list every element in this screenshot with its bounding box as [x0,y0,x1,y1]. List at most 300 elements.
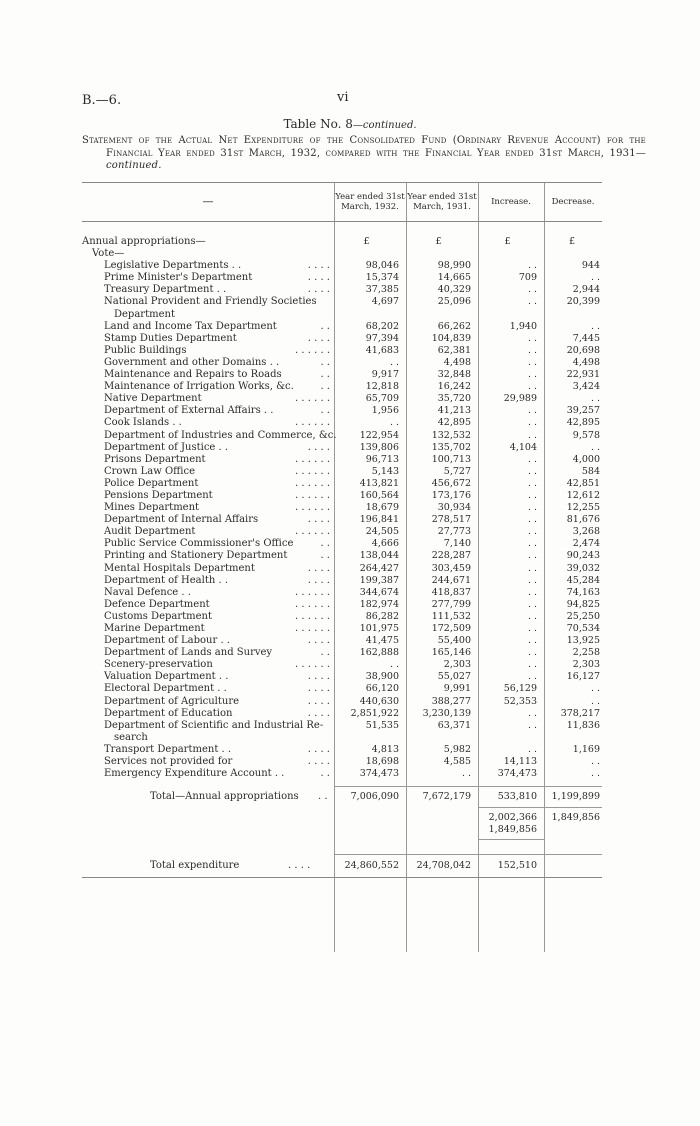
cell-1932: 162,888 [359,647,399,659]
cell-decrease: 39,032 [566,562,600,574]
cell-1932: 15,374 [365,272,399,284]
cell-increase: . . [527,707,537,719]
total-annual-row [82,787,602,807]
row-label: Public Buildings [104,344,187,356]
cell-1932: 196,841 [359,514,399,526]
cell-1932: 66,120 [365,683,399,695]
cell-decrease: 944 [581,260,600,272]
header-blank: — [202,195,214,208]
cell-increase: . . [527,369,537,381]
row-label: Department [114,308,175,320]
cell-1931: 16,242 [437,381,471,393]
cell-decrease: . . [590,768,600,780]
row-label: National Provident and Friendly Societies [104,296,317,308]
table-row [82,260,602,272]
header-increase: Increase. [491,197,531,207]
cell-1932: 4,813 [371,743,399,755]
cell-1931: 111,532 [431,610,471,622]
row-label: Mines Department [104,502,200,514]
table-row [82,647,602,659]
table-row [82,671,602,683]
cell-1931: 66,262 [437,320,471,332]
row-dots: . . [320,405,330,417]
cell-increase: . . [527,514,537,526]
cell-increase: . . [527,635,537,647]
table-row [82,345,602,357]
cell-1932: 98,046 [365,260,399,272]
row-label: Electoral Department . . [104,683,227,695]
table-row [82,720,602,732]
cell-decrease: . . [590,272,600,284]
net-decrease: 1,849,856 [551,812,600,824]
cell-increase: 374,473 [497,768,537,780]
row-dots: . . . . . . [295,393,330,405]
cell-1931: 63,371 [437,719,471,731]
cell-1932: 12,818 [365,381,399,393]
row-dots: . . . . [307,635,330,647]
cell-increase: . . [527,489,537,501]
cell-1931: 278,517 [431,514,471,526]
cell-decrease: 378,217 [560,707,600,719]
cell-decrease: 25,250 [566,610,600,622]
row-label: Government and other Domains . . [104,356,280,368]
cell-1932: 122,954 [359,429,399,441]
cell-increase: 1,940 [509,320,537,332]
table-row [82,430,602,442]
table-row [82,393,602,405]
cell-1931: 62,381 [437,344,471,356]
cell-increase: . . [527,465,537,477]
table-row [82,732,602,744]
cell-1932: 97,394 [365,332,399,344]
section-label: Annual appropriations— [82,236,206,247]
cell-decrease: . . [590,756,600,768]
cell-1932: 344,674 [359,586,399,598]
table-row [82,272,602,284]
table-row [82,563,602,575]
row-dots: . . . . . . [295,453,330,465]
cell-decrease: 16,127 [566,671,600,683]
total-annual-decrease: 1,199,899 [551,791,600,803]
cell-decrease: 4,000 [572,453,600,465]
row-label: Valuation Department . . [104,671,229,683]
row-label: Legislative Departments . . [104,260,242,272]
row-dots: . . . . [307,695,330,707]
row-dots: . . . . . . [295,623,330,634]
cell-1932: 86,282 [365,610,399,622]
row-label: Naval Defence . . [104,586,191,598]
row-dots: . . . . . . [295,477,330,489]
cell-decrease: . . [590,393,600,405]
cell-increase: . . [527,610,537,622]
header-1931: Year ended 31st March, 1931. [407,192,477,212]
cell-increase: . . [527,417,537,429]
table-row [82,768,602,780]
total-expenditure-1932: 24,860,552 [344,860,399,872]
net-row-a [82,812,602,824]
cell-1931: 27,773 [437,526,471,538]
cell-increase: . . [527,550,537,562]
cell-1931: 3,230,139 [422,707,471,719]
total-expenditure-1931: 24,708,042 [416,860,471,872]
table-header [82,182,602,222]
cell-1931: 32,848 [437,369,471,381]
row-dots: . . . . . . [295,465,330,477]
table-row [82,381,602,393]
cell-1931: 35,720 [437,393,471,405]
total-expenditure-row [82,855,602,877]
row-label: Audit Department [104,526,196,538]
cell-decrease: 12,255 [566,502,600,514]
table-title-text: Table No. 8 [283,117,353,131]
cell-1932: 96,713 [365,453,399,465]
statement-heading [82,135,646,173]
cell-increase: . . [527,344,537,356]
cell-decrease: 74,163 [566,586,600,598]
cell-1932: 18,698 [365,756,399,768]
cell-1931: 55,027 [437,671,471,683]
cell-decrease: 42,851 [566,477,600,489]
total-expenditure-label: Total expenditure [150,860,240,872]
row-dots: . . . . . . [295,598,330,610]
cell-decrease: 12,612 [566,489,600,501]
row-dots: . . [320,538,330,550]
cell-increase: . . [527,574,537,586]
total-annual-dots: . . [318,791,328,803]
cell-increase: 709 [518,272,537,284]
cell-decrease: 584 [581,465,600,477]
cell-1932: 182,974 [359,598,399,610]
cell-1932: 1,956 [371,405,399,417]
cell-increase: . . [527,526,537,538]
cell-increase: . . [527,296,537,308]
cell-increase: . . [527,598,537,610]
cell-1932: 4,697 [371,296,399,308]
table-row [82,466,602,478]
cell-1931: 135,702 [431,441,471,453]
row-label: Department of External Affairs . . [104,405,274,417]
cell-1932: 264,427 [359,562,399,574]
cell-increase: . . [527,356,537,368]
cell-1931: 418,837 [431,586,471,598]
cell-1932: 440,630 [359,695,399,707]
row-label: Land and Income Tax Department [104,320,277,332]
cell-1932: 41,683 [365,344,399,356]
cell-decrease: 2,474 [572,538,600,550]
row-label: Emergency Expenditure Account . . [104,768,285,780]
row-dots: . . [320,369,330,381]
table-row [82,683,602,695]
cell-decrease: 20,698 [566,344,600,356]
cell-1931: 14,665 [437,272,471,284]
cell-increase: . . [527,647,537,659]
row-dots: . . [320,647,330,659]
row-dots: . . [320,768,330,780]
row-label: Department of Industries and Commerce, &c. [104,429,337,441]
total-expenditure-dots: . . . . [288,860,311,872]
cell-1931: 173,176 [431,489,471,501]
total-annual-1932: 7,006,090 [350,791,399,803]
cell-decrease: . . [590,683,600,695]
row-dots: . . [320,356,330,368]
statement-text: Statement of the Actual Net Expenditure of the Consolidated Fund (Ordinary Revenue Account) for the Financial Year ended 31st March, 1932, compared with the Financial Year ended 31st March, 1931 [82,135,646,159]
cell-increase: . . [527,659,537,671]
cell-decrease: 7,445 [572,332,600,344]
row-dots: . . . . [307,332,330,344]
table-row [82,659,602,671]
row-dots: . . [320,320,330,332]
row-label: Department of Education [104,707,233,719]
cell-1931: 9,991 [443,683,471,695]
cell-decrease: 39,257 [566,405,600,417]
page-number: vi [337,90,349,105]
table-row [82,357,602,369]
row-label: Scenery-preservation [104,659,213,671]
row-label: Department of Scientific and Industrial Re- [104,719,324,731]
cell-1932: 24,505 [365,526,399,538]
cell-1932: 199,387 [359,574,399,586]
cell-1932: 5,143 [371,465,399,477]
row-dots: . . . . . . [295,417,330,429]
cell-decrease: 2,303 [572,659,600,671]
row-label: Maintenance of Irrigation Works, &c. [104,381,294,393]
table-row [82,611,602,623]
cell-1932: . . [389,356,399,368]
cell-decrease: . . [590,441,600,453]
cell-decrease: 90,243 [566,550,600,562]
cell-1931: 388,277 [431,695,471,707]
data-rows [82,260,602,780]
currency-increase: £ [504,236,511,247]
cell-1932: 38,900 [365,671,399,683]
cell-1932: 160,564 [359,489,399,501]
row-label: Department of Labour . . [104,635,230,647]
row-dots: . . . . . . [295,489,330,501]
row-dots: . . . . . . [295,586,330,598]
report-ref: B.—6. [82,93,122,108]
cell-decrease: . . [590,320,600,332]
row-label: Prime Minister's Department [104,272,253,284]
cell-decrease: 70,534 [566,623,600,634]
total-annual-label: Total—Annual appropriations [150,791,299,803]
cell-increase: . . [527,477,537,489]
total-expenditure-increase: 152,510 [497,860,537,872]
cell-decrease: 22,931 [566,369,600,381]
row-label: Prisons Department [104,453,206,465]
cell-decrease: 2,258 [572,647,600,659]
cell-1931: 165,146 [431,647,471,659]
table-row [82,454,602,466]
total-annual-1931: 7,672,179 [422,791,471,803]
cell-decrease: 94,825 [566,598,600,610]
table-row [82,321,602,333]
cell-decrease: 3,268 [572,526,600,538]
cell-decrease: 42,895 [566,417,600,429]
row-dots: . . [320,381,330,393]
net-increase-b: 1,849,856 [488,824,537,836]
table-row [82,490,602,502]
cell-1932: 101,975 [359,623,399,634]
cell-decrease: 20,399 [566,296,600,308]
table-row [82,550,602,562]
row-dots: . . . . [307,756,330,768]
cell-1931: 132,532 [431,429,471,441]
cell-1932: 37,385 [365,284,399,296]
cell-increase: . . [527,405,537,417]
row-label: Treasury Department . . [104,284,227,296]
row-label: Crown Law Office [104,465,195,477]
row-label: Department of Justice . . [104,441,229,453]
cell-1932: 4,666 [371,538,399,550]
cell-1932: 68,202 [365,320,399,332]
cell-1931: 172,509 [431,623,471,634]
table-body [82,222,602,878]
table-row [82,599,602,611]
cell-1932: 138,044 [359,550,399,562]
cell-increase: . . [527,260,537,272]
cell-increase: . . [527,586,537,598]
row-dots: . . . . [307,743,330,755]
cell-1932: 2,851,922 [350,707,399,719]
cell-decrease: 13,925 [566,635,600,647]
row-label: Transport Department . . [104,743,232,755]
row-dots: . . . . [307,284,330,296]
row-dots: . . . . . . [295,659,330,671]
expenditure-table [82,182,602,878]
table-row [82,296,602,308]
cell-1931: 4,585 [443,756,471,768]
row-label: Mental Hospitals Department [104,562,255,574]
table-title-continued: —continued. [352,120,417,131]
cell-decrease: 3,424 [572,381,600,393]
cell-decrease: 1,169 [572,743,600,755]
cell-1932: 139,806 [359,441,399,453]
table-row [82,405,602,417]
cell-decrease: 81,676 [566,514,600,526]
row-label: Cook Islands . . [104,417,182,429]
cell-1931: 5,982 [443,743,471,755]
row-dots: . . . . [307,441,330,453]
cell-1931: 25,096 [437,296,471,308]
row-dots: . . . . [307,574,330,586]
cell-increase: . . [527,671,537,683]
table-row [82,502,602,514]
cell-1932: 374,473 [359,768,399,780]
total-annual-increase: 533,810 [497,791,537,803]
cell-1931: 41,213 [437,405,471,417]
table-row [82,696,602,708]
cell-1931: 228,287 [431,550,471,562]
table-row [82,708,602,720]
statement-continued: —continued. [106,147,646,171]
cell-1932: 18,679 [365,502,399,514]
row-dots: . . . . [307,562,330,574]
cell-1931: 277,799 [431,598,471,610]
header-decrease: Decrease. [551,197,595,207]
cell-decrease: 9,578 [572,429,600,441]
cell-increase: 52,353 [503,695,537,707]
cell-1931: 55,400 [437,635,471,647]
cell-increase: . . [527,562,537,574]
row-label: Department of Health . . [104,574,229,586]
cell-increase: 14,113 [503,756,537,768]
row-dots: . . . . [307,272,330,284]
cell-increase: . . [527,719,537,731]
table-row [82,575,602,587]
table-row [82,744,602,756]
vote-label: Vote— [92,248,125,260]
table-row [82,442,602,454]
cell-1932: 9,917 [371,369,399,381]
row-dots: . . . . [307,260,330,272]
table-row [82,333,602,345]
row-dots: . . . . [307,514,330,526]
cell-increase: . . [527,623,537,634]
table-row [82,514,602,526]
table-row [82,756,602,768]
row-label: Pensions Department [104,489,213,501]
cell-increase: . . [527,381,537,393]
cell-decrease: 45,284 [566,574,600,586]
cell-1931: 42,895 [437,417,471,429]
row-label: Defence Department [104,598,210,610]
cell-decrease: . . [590,695,600,707]
table-row [82,369,602,381]
cell-1931: 100,713 [431,453,471,465]
cell-1932: 65,709 [365,393,399,405]
cell-1931: 2,303 [443,659,471,671]
row-dots: . . . . . . [295,502,330,514]
table-row [82,309,602,321]
row-label: Marine Department [104,623,205,634]
cell-increase: 56,129 [503,683,537,695]
row-dots: . . . . . . [295,526,330,538]
cell-1932: 41,475 [365,635,399,647]
row-label: Police Department [104,477,199,489]
row-dots: . . . . . . [295,344,330,356]
cell-1931: 456,672 [431,477,471,489]
row-label: Maintenance and Repairs to Roads [104,369,282,381]
cell-decrease: 11,836 [566,719,600,731]
cell-1931: 98,990 [437,260,471,272]
net-row-b [82,824,602,836]
cell-decrease: 2,944 [572,284,600,296]
cell-1931: 104,839 [431,332,471,344]
table-row [82,587,602,599]
cell-increase: . . [527,429,537,441]
cell-1931: 40,329 [437,284,471,296]
currency-1931: £ [435,236,442,247]
cell-increase: . . [527,538,537,550]
cell-increase: . . [527,502,537,514]
net-increase-a: 2,002,366 [488,812,537,824]
row-dots: . . . . [307,707,330,719]
cell-1931: 303,459 [431,562,471,574]
cell-decrease: 4,498 [572,356,600,368]
row-label: search [114,731,148,743]
cell-1931: 5,727 [443,465,471,477]
row-label: Native Department [104,393,202,405]
cell-1932: . . [389,417,399,429]
cell-increase: . . [527,743,537,755]
cell-1932: 51,535 [365,719,399,731]
row-label: Department of Agriculture [104,695,240,707]
row-dots: . . [320,550,330,562]
currency-1932: £ [363,236,370,247]
cell-1931: . . [461,768,471,780]
cell-1931: 30,934 [437,502,471,514]
row-label: Services not provided for [104,756,233,768]
